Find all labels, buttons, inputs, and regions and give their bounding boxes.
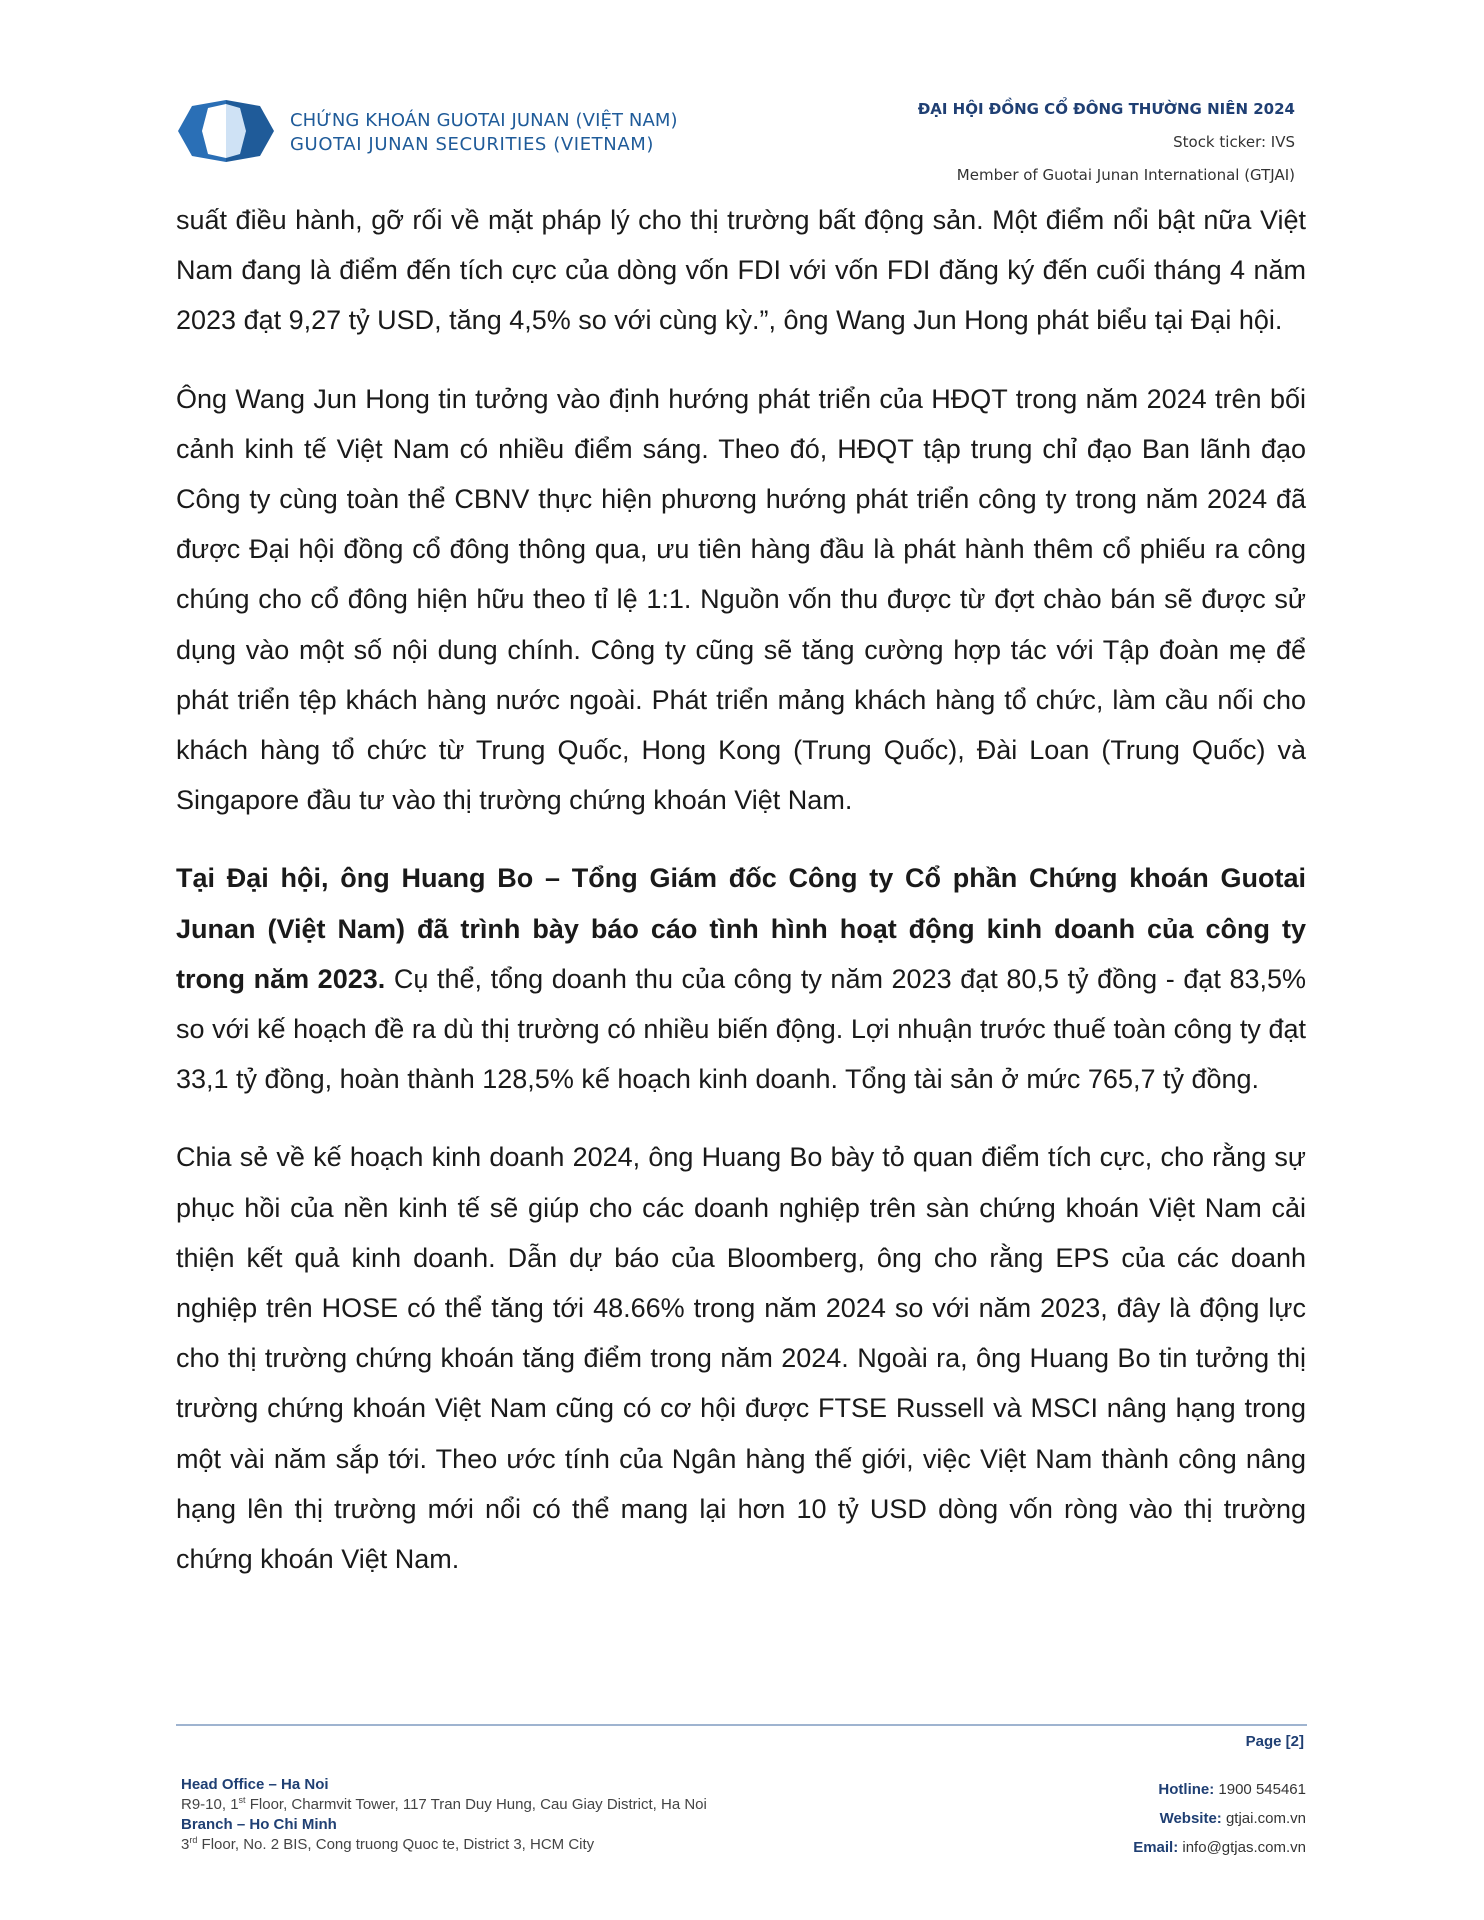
branch-title: Branch – Ho Chi Minh — [181, 1816, 337, 1833]
email-link[interactable]: Email: info@gtjas.com.vn — [1133, 1839, 1306, 1856]
page-number: Page [2] — [1245, 1733, 1304, 1750]
footer-divider — [176, 1724, 1307, 1726]
office-addresses — [181, 1775, 707, 1855]
header-info — [918, 99, 1295, 185]
hotline: Hotline: 1900 545461 — [1158, 1781, 1306, 1798]
article-body — [176, 195, 1306, 1612]
member-of: Member of Guotai Junan International (GTJAI) — [956, 166, 1295, 184]
paragraph-4: Chia sẻ về kế hoạch kinh doanh 2024, ông Huang Bo bày tỏ quan điểm tích cực, cho rằng sự phục hồi của nền kinh tế sẽ giúp cho các doanh nghiệp trên sàn chứng khoán Việt Nam cải thiện kết quả kinh doanh. Dẫn dự báo của Bloomberg, ông cho rằng EPS của các doanh nghiệp trên HOSE có thể tăng tới 48.66% trong năm 2024 so với năm 2023, đây là động lực cho thị trường chứng khoán tăng điểm trong năm 2024. Ngoài ra, ông Huang Bo tin tưởng thị trường chứng khoán Việt Nam cũng có cơ hội được FTSE Russell và MSCI nâng hạng trong một vài năm sắp tới. Theo ước tính của Ngân hàng thế giới, việc Việt Nam thành công nâng hạng lên thị trường mới nổi có thể mang lại hơn 10 tỷ USD dòng vốn ròng vào thị trường chứng khoán Việt Nam. — [176, 1142, 1306, 1575]
branch-address: 3rd Floor, No. 2 BIS, Cong truong Quoc te, District 3, HCM City — [181, 1835, 595, 1853]
brand-name-vn: CHỨNG KHOÁN GUOTAI JUNAN (VIỆT NAM) — [290, 110, 678, 131]
head-office-title: Head Office – Ha Noi — [181, 1776, 329, 1793]
paragraph-3-bold: Tại Đại hội, ông Huang Bo – Tổng Giám đốc Công ty Cổ phần Chứng khoán Guotai Junan (Việt Nam) đã trình bày báo cáo tình hình hoạt động kinh doanh của công ty trong năm 2023. — [176, 863, 1306, 994]
head-office-address: R9-10, 1st Floor, Charmvit Tower, 117 Tran Duy Hung, Cau Giay District, Ha Noi — [181, 1795, 707, 1813]
website-link[interactable]: Website: gtjai.com.vn — [1159, 1810, 1306, 1827]
brand-name-en: GUOTAI JUNAN SECURITIES (VIETNAM) — [290, 134, 655, 155]
paragraph-1: suất điều hành, gỡ rối về mặt pháp lý cho thị trường bất động sản. Một điểm nổi bật nữa Việt Nam đang là điểm đến tích cực của dòng vốn FDI với vốn FDI đăng ký đến cuối tháng 4 năm 2023 đạt 9,27 tỷ USD, tăng 4,5% so với cùng kỳ.”, ông Wang Jun Hong phát biểu tại Đại hội. — [176, 205, 1306, 336]
brand-name — [290, 110, 678, 156]
paragraph-3-text: Cụ thể, tổng doanh thu của công ty năm 2023 đạt 80,5 tỷ đồng - đạt 83,5% so với kế hoạch đề ra dù thị trường có nhiều biến động. Lợi nhuận trước thuế toàn công ty đạt 33,1 tỷ đồng, hoàn thành 128,5% kế hoạch kinh doanh. Tổng tài sản ở mức 765,7 tỷ đồng. — [176, 963, 1307, 1095]
paragraph-3 — [176, 853, 1306, 1104]
meeting-title: ĐẠI HỘI ĐỒNG CỔ ĐÔNG THƯỜNG NIÊN 2024 — [917, 100, 1295, 118]
stock-ticker: Stock ticker: IVS — [1173, 133, 1295, 151]
page-header — [0, 0, 1484, 190]
contact-info — [1133, 1775, 1306, 1862]
paragraph-2: Ông Wang Jun Hong tin tưởng vào định hướng phát triển của HĐQT trong năm 2024 trên bối cảnh kinh tế Việt Nam có nhiều điểm sáng. Theo đó, HĐQT tập trung chỉ đạo Ban lãnh đạo Công ty cùng toàn thể CBNV thực hiện phương hướng phát triển công ty trong năm 2024 đã được Đại hội đồng cổ đông thông qua, ưu tiên hàng đầu là phát hành thêm cổ phiếu ra công chúng cho cổ đông hiện hữu theo tỉ lệ 1:1. Nguồn vốn thu được từ đợt chào bán sẽ được sử dụng vào một số nội dung chính. Công ty cũng sẽ tăng cường hợp tác với Tập đoàn mẹ để phát triển tệp khách hàng nước ngoài. Phát triển mảng khách hàng tổ chức, làm cầu nối cho khách hàng tổ chức từ Trung Quốc, Hong Kong (Trung Quốc), Đài Loan (Trung Quốc) và Singapore đầu tư vào thị trường chứng khoán Việt Nam. — [176, 383, 1306, 816]
company-logo — [178, 100, 274, 162]
